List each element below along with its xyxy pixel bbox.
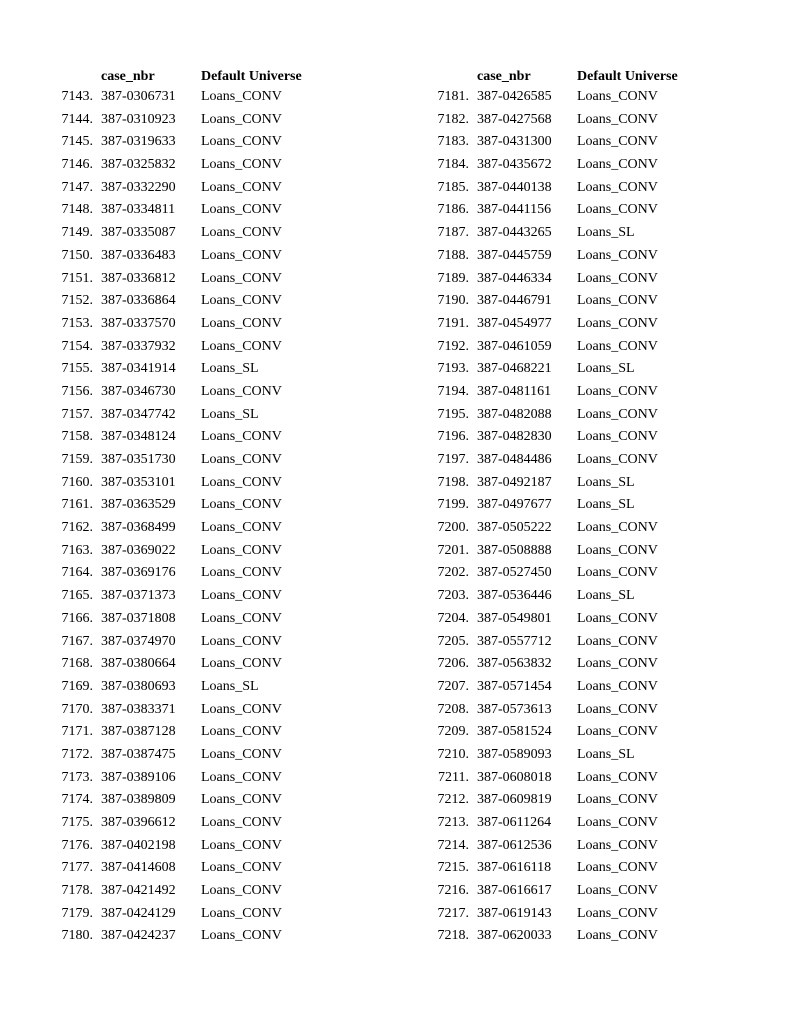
case-number: 387-0371808	[101, 610, 176, 626]
default-universe-value: Loans_CONV	[577, 429, 658, 445]
row-number: 7192.	[437, 338, 469, 354]
row-number: 7212.	[437, 792, 469, 808]
default-universe-value: Loans_CONV	[577, 202, 658, 218]
row-number: 7161.	[61, 497, 93, 513]
row-number: 7189.	[437, 270, 469, 286]
row-number: 7177.	[61, 860, 93, 876]
default-universe-value: Loans_CONV	[577, 270, 658, 286]
case-number: 387-0431300	[477, 134, 552, 150]
row-number: 7143.	[61, 89, 93, 104]
default-universe-value: Loans_CONV	[201, 247, 282, 263]
case-number: 387-0368499	[101, 520, 176, 536]
default-universe-value: Loans_CONV	[577, 656, 658, 672]
default-universe-value: Loans_CONV	[201, 588, 282, 604]
row-number: 7167.	[61, 633, 93, 649]
default-universe-value: Loans_CONV	[201, 429, 282, 445]
row-number: 7146.	[61, 157, 93, 173]
default-universe-value: Loans_CONV	[201, 134, 282, 150]
row-number: 7194.	[437, 383, 469, 399]
row-number: 7157.	[61, 406, 93, 422]
case-number: 387-0402198	[101, 837, 176, 853]
row-number: 7184.	[437, 157, 469, 173]
case-number: 387-0497677	[477, 497, 552, 513]
row-number: 7191.	[437, 315, 469, 331]
default-universe-header: Default Universe	[577, 69, 678, 84]
row-number: 7165.	[61, 588, 93, 604]
default-universe-value: Loans_CONV	[201, 883, 282, 899]
default-universe-value: Loans_CONV	[577, 157, 658, 173]
case-number: 387-0468221	[477, 361, 552, 377]
default-universe-value: Loans_CONV	[201, 905, 282, 921]
row-number: 7195.	[437, 406, 469, 422]
case-number: 387-0348124	[101, 429, 176, 445]
default-universe-value: Loans_CONV	[201, 656, 282, 672]
row-number: 7148.	[61, 202, 93, 218]
default-universe-value: Loans_CONV	[577, 678, 658, 694]
default-universe-value: Loans_CONV	[201, 701, 282, 717]
case-number: 387-0336812	[101, 270, 176, 286]
row-number: 7205.	[437, 633, 469, 649]
row-number: 7147.	[61, 179, 93, 195]
case-number: 387-0454977	[477, 315, 552, 331]
default-universe-value: Loans_CONV	[201, 270, 282, 286]
default-universe-value: Loans_CONV	[577, 315, 658, 331]
case-number: 387-0421492	[101, 883, 176, 899]
case-number: 387-0371373	[101, 588, 176, 604]
default-universe-value: Loans_CONV	[201, 769, 282, 785]
case-number: 387-0325832	[101, 157, 176, 173]
row-number: 7175.	[61, 815, 93, 830]
case-number: 387-0380664	[101, 656, 176, 672]
case-number: 387-0620033	[477, 928, 552, 944]
case-number: 387-0589093	[477, 746, 552, 762]
case-number: 387-0581524	[477, 724, 552, 740]
row-number: 7166.	[61, 610, 93, 626]
row-number: 7208.	[437, 701, 469, 717]
case-number: 387-0461059	[477, 338, 552, 354]
case-number: 387-0481161	[477, 383, 552, 399]
default-universe-value: Loans_CONV	[201, 792, 282, 808]
row-number: 7159.	[61, 452, 93, 467]
default-universe-value: Loans_CONV	[577, 837, 658, 853]
row-number: 7209.	[437, 724, 469, 740]
case-number: 387-0571454	[477, 678, 552, 694]
row-number: 7144.	[61, 111, 93, 127]
case-number: 387-0563832	[477, 656, 552, 672]
default-universe-value: Loans_CONV	[577, 520, 658, 536]
default-universe-value: Loans_CONV	[201, 383, 282, 399]
row-number: 7186.	[437, 202, 469, 218]
case-number: 387-0380693	[101, 678, 176, 694]
default-universe-value: Loans_CONV	[577, 179, 658, 195]
default-universe-value: Loans_SL	[201, 361, 259, 377]
case-number: 387-0319633	[101, 134, 176, 150]
case-number: 387-0363529	[101, 497, 176, 513]
row-number: 7169.	[61, 678, 93, 694]
default-universe-value: Loans_CONV	[577, 633, 658, 649]
row-number: 7178.	[61, 883, 93, 899]
default-universe-value: Loans_CONV	[577, 883, 658, 899]
row-number: 7174.	[61, 792, 93, 808]
row-number: 7211.	[438, 769, 469, 785]
row-number: 7155.	[61, 361, 93, 377]
row-number: 7216.	[437, 883, 469, 899]
case-number: 387-0426585	[477, 89, 552, 104]
default-universe-value: Loans_SL	[201, 678, 259, 694]
default-universe-value: Loans_CONV	[201, 474, 282, 490]
row-number: 7162.	[61, 520, 93, 536]
case-number: 387-0369176	[101, 565, 176, 581]
case-nbr-header: case_nbr	[477, 69, 531, 84]
case-number: 387-0369022	[101, 542, 176, 558]
case-number: 387-0446334	[477, 270, 552, 286]
row-number: 7197.	[437, 452, 469, 467]
row-number: 7164.	[61, 565, 93, 581]
row-number: 7217.	[437, 905, 469, 921]
case-number: 387-0346730	[101, 383, 176, 399]
default-universe-value: Loans_CONV	[201, 520, 282, 536]
case-number: 387-0608018	[477, 769, 552, 785]
case-number: 387-0536446	[477, 588, 552, 604]
case-number: 387-0482088	[477, 406, 552, 422]
case-number: 387-0387128	[101, 724, 176, 740]
case-number: 387-0612536	[477, 837, 552, 853]
case-number: 387-0396612	[101, 815, 176, 830]
default-universe-value: Loans_CONV	[577, 724, 658, 740]
row-number: 7154.	[61, 338, 93, 354]
row-number: 7149.	[61, 225, 93, 241]
row-number: 7153.	[61, 315, 93, 331]
case-number: 387-0374970	[101, 633, 176, 649]
case-number: 387-0609819	[477, 792, 552, 808]
case-number: 387-0389106	[101, 769, 176, 785]
row-number: 7151.	[61, 270, 93, 286]
row-number: 7179.	[61, 905, 93, 921]
case-number: 387-0337570	[101, 315, 176, 331]
row-number: 7193.	[437, 361, 469, 377]
row-number: 7207.	[437, 678, 469, 694]
case-number: 387-0383371	[101, 701, 176, 717]
row-number: 7172.	[61, 746, 93, 762]
default-universe-value: Loans_CONV	[201, 293, 282, 309]
default-universe-value: Loans_CONV	[201, 837, 282, 853]
case-number: 387-0389809	[101, 792, 176, 808]
case-number: 387-0341914	[101, 361, 176, 377]
default-universe-value: Loans_CONV	[577, 815, 658, 830]
case-number: 387-0611264	[477, 815, 552, 830]
row-number: 7215.	[437, 860, 469, 876]
default-universe-value: Loans_CONV	[577, 134, 658, 150]
default-universe-value: Loans_CONV	[201, 746, 282, 762]
case-number: 387-0347742	[101, 406, 176, 422]
case-number: 387-0505222	[477, 520, 552, 536]
case-number: 387-0573613	[477, 701, 552, 717]
row-number: 7145.	[61, 134, 93, 150]
case-number: 387-0508888	[477, 542, 552, 558]
row-number: 7168.	[61, 656, 93, 672]
default-universe-value: Loans_CONV	[577, 452, 658, 467]
row-number: 7199.	[437, 497, 469, 513]
row-number: 7182.	[437, 111, 469, 127]
default-universe-value: Loans_CONV	[577, 89, 658, 104]
case-number: 387-0336864	[101, 293, 176, 309]
default-universe-value: Loans_CONV	[577, 111, 658, 127]
default-universe-value: Loans_SL	[577, 361, 635, 377]
case-number: 387-0334811	[101, 202, 176, 218]
case-number: 387-0549801	[477, 610, 552, 626]
default-universe-header: Default Universe	[201, 69, 302, 84]
case-number: 387-0527450	[477, 565, 552, 581]
case-number: 387-0387475	[101, 746, 176, 762]
default-universe-value: Loans_CONV	[577, 905, 658, 921]
row-number: 7206.	[437, 656, 469, 672]
row-number: 7188.	[437, 247, 469, 263]
default-universe-value: Loans_CONV	[201, 202, 282, 218]
row-number: 7202.	[437, 565, 469, 581]
row-number: 7160.	[61, 474, 93, 490]
default-universe-value: Loans_CONV	[577, 701, 658, 717]
default-universe-value: Loans_CONV	[201, 724, 282, 740]
row-number: 7196.	[437, 429, 469, 445]
default-universe-value: Loans_CONV	[201, 111, 282, 127]
row-number: 7163.	[61, 542, 93, 558]
row-number: 7158.	[61, 429, 93, 445]
case-number: 387-0335087	[101, 225, 176, 241]
row-number: 7190.	[437, 293, 469, 309]
default-universe-value: Loans_SL	[577, 474, 635, 490]
row-number: 7198.	[437, 474, 469, 490]
case-number: 387-0306731	[101, 89, 176, 104]
row-number: 7200.	[437, 520, 469, 536]
row-number: 7170.	[61, 701, 93, 717]
case-number: 387-0445759	[477, 247, 552, 263]
default-universe-value: Loans_CONV	[201, 860, 282, 876]
case-number: 387-0446791	[477, 293, 552, 309]
default-universe-value: Loans_CONV	[577, 293, 658, 309]
case-number: 387-0435672	[477, 157, 552, 173]
case-number: 387-0492187	[477, 474, 552, 490]
default-universe-value: Loans_SL	[577, 497, 635, 513]
case-number: 387-0616118	[477, 860, 552, 876]
default-universe-value: Loans_CONV	[201, 179, 282, 195]
default-universe-value: Loans_CONV	[577, 565, 658, 581]
case-nbr-header: case_nbr	[101, 69, 155, 84]
case-number: 387-0310923	[101, 111, 176, 127]
default-universe-value: Loans_CONV	[201, 542, 282, 558]
case-number: 387-0482830	[477, 429, 552, 445]
default-universe-value: Loans_CONV	[577, 610, 658, 626]
row-number: 7180.	[61, 928, 93, 944]
case-number: 387-0414608	[101, 860, 176, 876]
case-number: 387-0424237	[101, 928, 176, 944]
default-universe-value: Loans_CONV	[577, 383, 658, 399]
default-universe-value: Loans_CONV	[201, 89, 282, 104]
case-number: 387-0441156	[477, 202, 552, 218]
row-number: 7213.	[437, 815, 469, 830]
default-universe-value: Loans_CONV	[577, 542, 658, 558]
case-number: 387-0484486	[477, 452, 552, 467]
case-number: 387-0557712	[477, 633, 552, 649]
row-number: 7176.	[61, 837, 93, 853]
row-number: 7183.	[437, 134, 469, 150]
row-number: 7173.	[61, 769, 93, 785]
case-number: 387-0440138	[477, 179, 552, 195]
row-number: 7187.	[437, 225, 469, 241]
default-universe-value: Loans_CONV	[577, 769, 658, 785]
row-number: 7156.	[61, 383, 93, 399]
default-universe-value: Loans_CONV	[577, 247, 658, 263]
row-number: 7210.	[437, 746, 469, 762]
row-number: 7181.	[437, 89, 469, 104]
default-universe-value: Loans_CONV	[577, 928, 658, 944]
row-number: 7214.	[437, 837, 469, 853]
row-number: 7171.	[61, 724, 93, 740]
default-universe-value: Loans_SL	[577, 588, 635, 604]
row-number: 7185.	[437, 179, 469, 195]
default-universe-value: Loans_CONV	[201, 565, 282, 581]
case-number: 387-0424129	[101, 905, 176, 921]
default-universe-value: Loans_CONV	[201, 225, 282, 241]
row-number: 7203.	[437, 588, 469, 604]
case-number: 387-0353101	[101, 474, 176, 490]
case-number: 387-0619143	[477, 905, 552, 921]
default-universe-value: Loans_CONV	[201, 315, 282, 331]
default-universe-value: Loans_CONV	[577, 860, 658, 876]
default-universe-value: Loans_CONV	[201, 633, 282, 649]
row-number: 7218.	[437, 928, 469, 944]
default-universe-value: Loans_CONV	[201, 452, 282, 467]
case-number: 387-0337932	[101, 338, 176, 354]
default-universe-value: Loans_CONV	[577, 792, 658, 808]
default-universe-value: Loans_CONV	[201, 497, 282, 513]
default-universe-value: Loans_SL	[577, 746, 635, 762]
case-number: 387-0427568	[477, 111, 552, 127]
case-number: 387-0443265	[477, 225, 552, 241]
default-universe-value: Loans_SL	[577, 225, 635, 241]
case-number: 387-0332290	[101, 179, 176, 195]
default-universe-value: Loans_CONV	[201, 610, 282, 626]
default-universe-value: Loans_CONV	[577, 406, 658, 422]
row-number: 7201.	[437, 542, 469, 558]
default-universe-value: Loans_CONV	[201, 338, 282, 354]
default-universe-value: Loans_CONV	[201, 928, 282, 944]
default-universe-value: Loans_SL	[201, 406, 259, 422]
default-universe-value: Loans_CONV	[201, 157, 282, 173]
row-number: 7150.	[61, 247, 93, 263]
row-number: 7152.	[61, 293, 93, 309]
row-number: 7204.	[437, 610, 469, 626]
case-number: 387-0351730	[101, 452, 176, 467]
default-universe-value: Loans_CONV	[577, 338, 658, 354]
case-number: 387-0616617	[477, 883, 552, 899]
case-number: 387-0336483	[101, 247, 176, 263]
default-universe-value: Loans_CONV	[201, 815, 282, 830]
